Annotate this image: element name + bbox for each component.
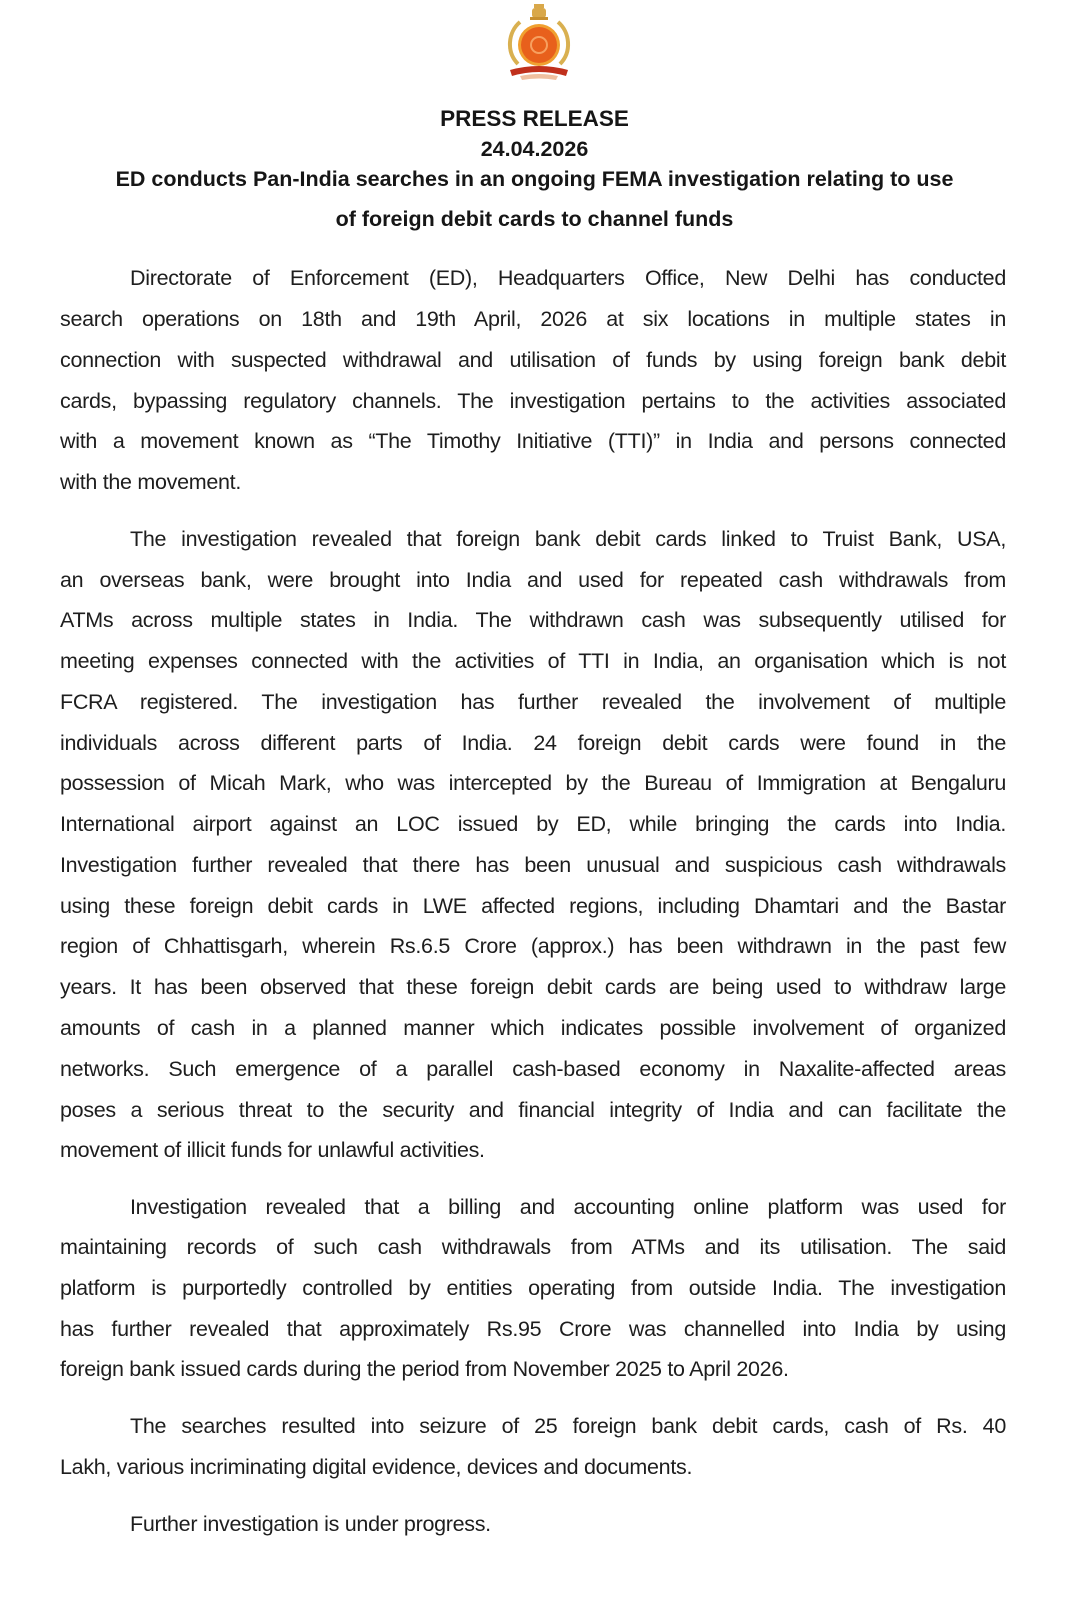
press-release-subject-line-2: of foreign debit cards to channel funds — [335, 207, 734, 231]
text-line: cards, bypassing regulatory channels. The investigation pertains to the activities associated — [60, 389, 1006, 413]
text-line: Further investigation is under progress. — [130, 1512, 491, 1536]
text-line: Investigation further revealed that there has been unusual and suspicious cash withdrawals — [60, 853, 1006, 877]
text-line: using these foreign debit cards in LWE affected regions, including Dhamtari and the Bastar — [60, 894, 1006, 918]
text-line: amounts of cash in a planned manner which indicates possible involvement of organized — [60, 1016, 1006, 1040]
text-line: poses a serious threat to the security and financial integrity of India and can facilitate the — [60, 1098, 1006, 1122]
text-line: has further revealed that approximately Rs.95 Crore was channelled into India by using — [60, 1317, 1006, 1341]
text-line: ATMs across multiple states in India. The withdrawn cash was subsequently utilised for — [60, 608, 1006, 632]
text-line: Lakh, various incriminating digital evidence, devices and documents. — [60, 1455, 693, 1479]
text-line: movement of illicit funds for unlawful activities. — [60, 1138, 485, 1162]
text-line: Investigation revealed that a billing and accounting online platform was used for — [130, 1195, 1006, 1219]
text-line: Directorate of Enforcement (ED), Headquarters Office, New Delhi has conducted — [130, 266, 1006, 290]
text-line: meeting expenses connected with the activities of TTI in India, an organisation which is not — [60, 649, 1006, 673]
text-line: maintaining records of such cash withdrawals from ATMs and its utilisation. The said — [60, 1235, 1006, 1259]
text-line: FCRA registered. The investigation has further revealed the involvement of multiple — [60, 690, 1006, 714]
text-line: International airport against an LOC issued by ED, while bringing the cards into India. — [60, 812, 1006, 836]
text-line: years. It has been observed that these foreign debit cards are being used to withdraw large — [60, 975, 1006, 999]
text-line: with the movement. — [60, 470, 242, 494]
press-release-title: PRESS RELEASE — [440, 106, 629, 131]
text-line: individuals across different parts of India. 24 foreign debit cards were found in the — [60, 731, 1006, 755]
text-line: an overseas bank, were brought into India and used for repeated cash withdrawals from — [60, 568, 1006, 592]
text-line: possession of Micah Mark, who was intercepted by the Bureau of Immigration at Bengaluru — [60, 771, 1006, 795]
text-line: region of Chhattisgarh, wherein Rs.6.5 Crore (approx.) has been withdrawn in the past few — [60, 934, 1006, 958]
text-line: networks. Such emergence of a parallel cash-based economy in Naxalite-affected areas — [60, 1057, 1006, 1081]
press-release-date: 24.04.2026 — [480, 137, 589, 161]
text-line: The investigation revealed that foreign bank debit cards linked to Truist Bank, USA, — [130, 527, 1006, 551]
enforcement-directorate-emblem-icon — [496, 2, 582, 88]
press-release-subject-line-1: ED conducts Pan-India searches in an ongoing FEMA investigation relating to use — [115, 167, 954, 191]
text-line: connection with suspected withdrawal and utilisation of funds by using foreign bank debit — [60, 348, 1006, 372]
text-line: platform is purportedly controlled by entities operating from outside India. The investigation — [60, 1276, 1006, 1300]
text-line: foreign bank issued cards during the period from November 2025 to April 2026. — [60, 1357, 789, 1381]
text-line: The searches resulted into seizure of 25 foreign bank debit cards, cash of Rs. 40 — [130, 1414, 1006, 1438]
text-line: search operations on 18th and 19th April, 2026 at six locations in multiple states in — [60, 307, 1006, 331]
text-line: with a movement known as “The Timothy Initiative (TTI)” in India and persons connected — [60, 429, 1006, 453]
